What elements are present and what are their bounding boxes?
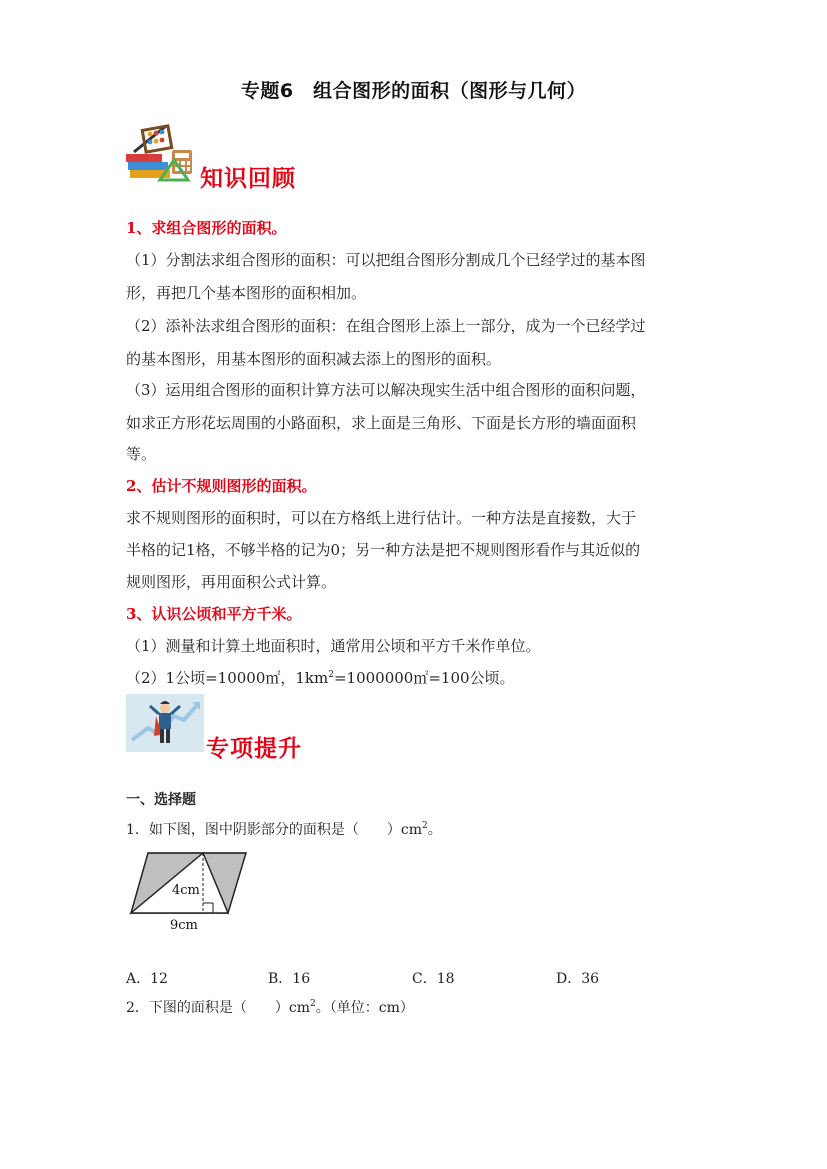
- point-2-label: 2、估计不规则图形的面积。: [126, 477, 317, 495]
- point-1-line-6: 如求正方形花坛周围的小路面积，求上面是三角形、下面是长方形的墙面面积: [126, 414, 637, 432]
- q1-stem-prefix: 1．如下图，图中阴影部分的面积是（ ）cm: [126, 822, 423, 838]
- q2-stem-suffix: 。（单位：cm）: [315, 1000, 414, 1016]
- point-3-formula: [126, 668, 515, 688]
- point-1-line-4: 的基本图形，用基本图形的面积减去添上的图形的面积。: [126, 350, 502, 368]
- point-1-line-1: （1）分割法求组合图形的面积：可以把组合图形分割成几个已经学过的基本图: [126, 251, 646, 269]
- practice-heading: 专项提升: [206, 735, 302, 762]
- formula-rest: =1000000㎡=100公顷。: [333, 669, 515, 687]
- q1-stem-suffix: 。: [427, 822, 442, 838]
- height-label: 4cm: [172, 883, 200, 898]
- math-tools-icon: [126, 122, 196, 184]
- option-c[interactable]: C．18: [412, 971, 455, 987]
- point-3-label: 3、认识公顷和平方千米。: [126, 605, 302, 623]
- option-b[interactable]: B．16: [268, 971, 311, 987]
- point-1-line-2: 形，再把几个基本图形的面积相加。: [126, 284, 367, 302]
- q1-stem-sup: 2: [422, 821, 428, 831]
- option-d[interactable]: D．36: [556, 971, 600, 987]
- option-a[interactable]: A．12: [126, 971, 168, 987]
- point-3-line-1: （1）测量和计算土地面积时，通常用公顷和平方千米作单位。: [126, 637, 541, 655]
- question-2-stem: [126, 998, 414, 1018]
- point-1-label: 1、求组合图形的面积。: [126, 219, 287, 237]
- q2-stem-sup: 2: [310, 999, 316, 1009]
- point-2-line-3: 规则图形，再用面积公式计算。: [126, 573, 337, 591]
- formula-prefix: （2）1公顷=10000㎡，1km: [126, 669, 329, 687]
- base-label: 9cm: [170, 918, 198, 933]
- point-1-line-3: （2）添补法求组合图形的面积：在组合图形上添上一部分，成为一个已经学过: [126, 317, 646, 335]
- point-1-line-7: 等。: [126, 445, 157, 463]
- point-2-line-2: 半格的记1格，不够半格的记为0；另一种方法是把不规则图形看作与其近似的: [126, 541, 641, 559]
- point-1-line-5: （3）运用组合图形的面积计算方法可以解决现实生活中组合图形的面积问题，: [126, 381, 646, 399]
- point-2-line-1: 求不规则图形的面积时，可以在方格纸上进行估计。一种方法是直接数，大于: [126, 509, 637, 527]
- question-1-figure: [126, 848, 252, 936]
- formula-sup: 2: [328, 670, 334, 680]
- section-label: 一、选择题: [126, 792, 196, 808]
- q2-stem-prefix: 2．下图的面积是（ ）cm: [126, 1000, 311, 1016]
- review-heading: 知识回顾: [200, 165, 296, 192]
- page-title: 专题6 组合图形的面积（图形与几何）: [240, 80, 587, 102]
- person-growth-icon: [126, 694, 204, 752]
- question-1-stem: [126, 820, 442, 840]
